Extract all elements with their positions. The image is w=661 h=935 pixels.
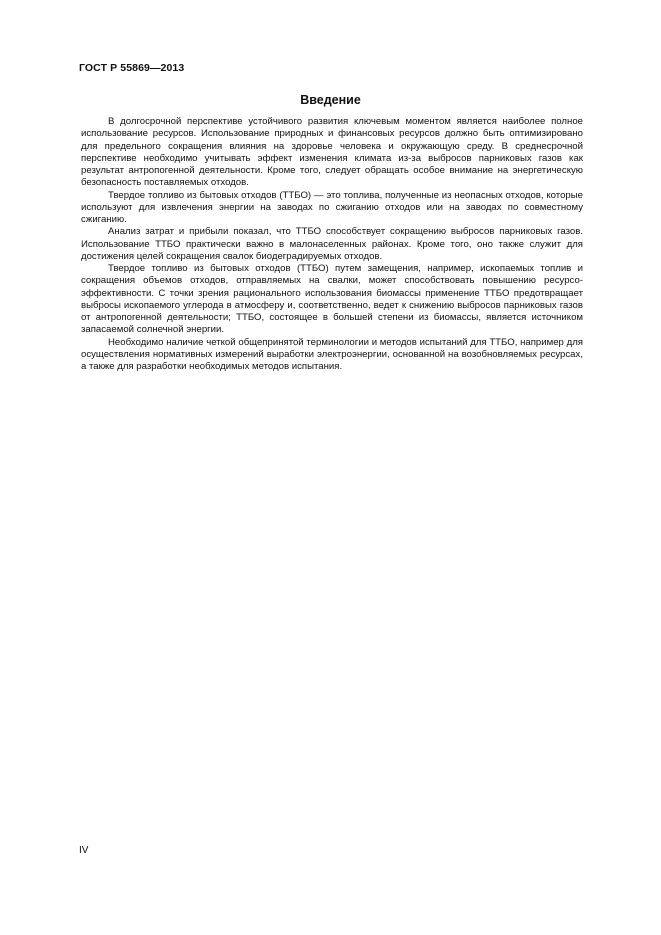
paragraph-2: Твердое топливо из бытовых отходов (ТТБО) — это топлива, полученные из неопасных отходов, которые используют для извлечения энергии на заводах по сжиганию отходов или на заводах по совместному сжиганию.: [81, 189, 583, 225]
paragraph-5: Необходимо наличие четкой общепринятой терминологии и методов испытаний для ТТБО, например для осуществления нормативных измерений выработки электроэнергии, основанной на возобновляемых ресурсах, а также для разработки необходимых методов испытания.: [81, 336, 583, 372]
paragraph-3: Анализ затрат и прибыли показал, что ТТБО способствует сокращению выбросов парниковых газов. Использование ТТБО практически важно в малонаселенных районах. Кроме того, оно также служит для достижения целей сокращения свалок биодеградируемых отходов.: [81, 226, 583, 262]
section-title: Введение: [300, 93, 361, 107]
paragraph-1: В долгосрочной перспективе устойчивого развития ключевым моментом является наиболее полное использование ресурсов. Использование природных и финансовых ресурсов должно быть оптимизировано для предельного сокращения влияния на здоровье человека и окружающую среду. В среднесрочной перспективе необходимо учитывать эффект изменения климата из-за выбросов парниковых газов как результат антропогенной деятельности. Кроме того, следует обращать особое внимание на энергетическую безопасность поставляемых отходов.: [81, 116, 583, 189]
paragraph-4: Твердое топливо из бытовых отходов (ТТБО) путем замещения, например, ископаемых топлив и сокращения объемов отходов, отправляемых на свалки, может способствовать повышению ресурсоэффективности. С точки зрения рационального использования биомассы применение ТТБО предотвращает выбросы ископаемого углерода в атмосферу и, соответственно, ведет к снижению выбросов парниковых газов от антропогенной деятельности; ТТБО, состоящее в большей степени из биомассы, является источником запасаемой солнечной энергии.: [81, 263, 583, 336]
standard-code-header: ГОСТ Р 55869—2013: [79, 62, 185, 74]
page-number: IV: [79, 845, 89, 856]
introduction-body: [81, 116, 583, 373]
